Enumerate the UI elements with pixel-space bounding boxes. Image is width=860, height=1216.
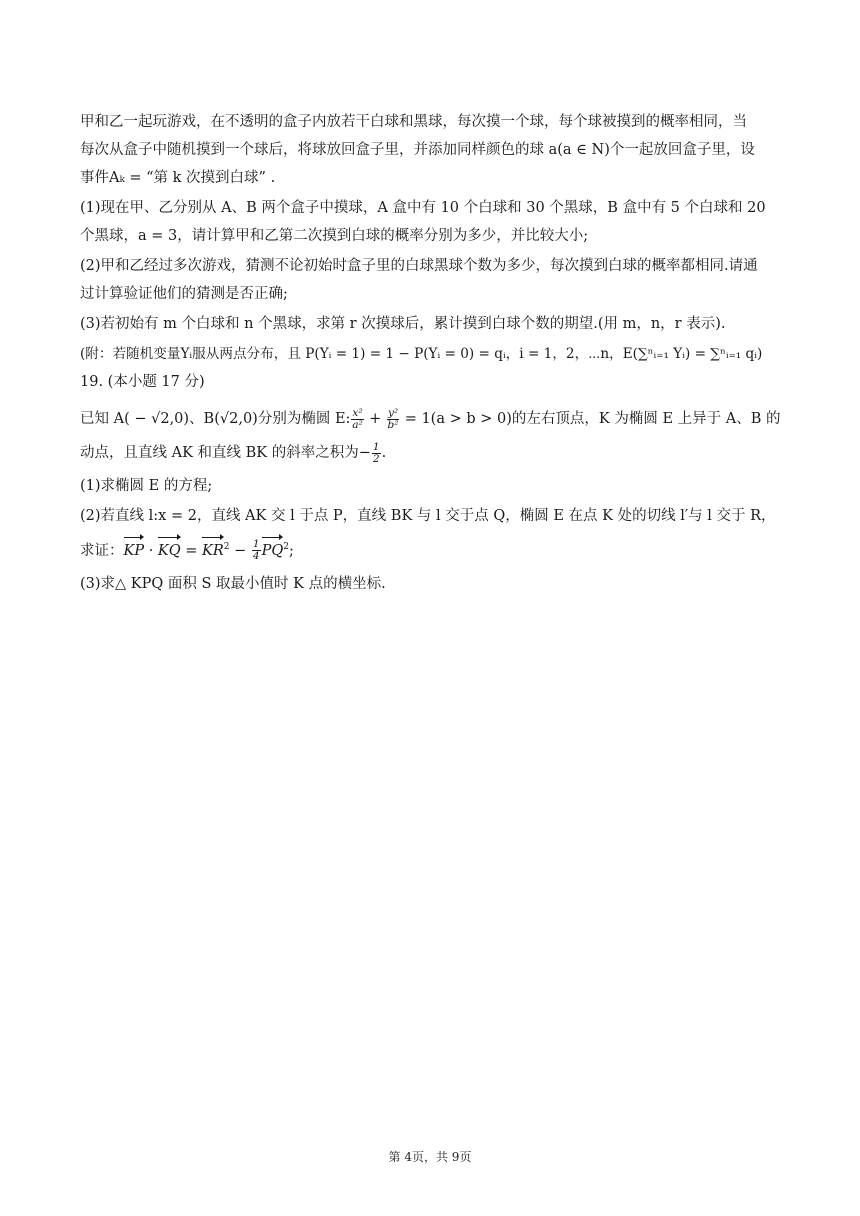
p19-intro-line2 <box>80 436 782 470</box>
p18-part3-line1: (3)若初始有 m 个白球和 n 个黑球，求第 r 次摸球后，累计摸到白球个数的期望.(用 m，n，r 表示). <box>80 316 726 332</box>
frac-one-quarter <box>252 539 261 562</box>
p18-part1-line1: (1)现在甲、乙分别从 A、B 两个盒子中摸球，A 盒中有 10 个白球和 30 个黑球，B 盒中有 5 个白球和 20 <box>80 200 766 216</box>
p19-line2-b: . <box>381 445 387 461</box>
frac-den: a² <box>352 418 363 431</box>
square-exponent: 2 <box>223 542 230 552</box>
minus-sign: − <box>229 542 251 559</box>
dot-operator: · <box>144 542 158 559</box>
vector-KR: KR <box>202 534 224 568</box>
p19-line2-a: 动点，且直线 AK 和直线 BK 的斜率之积为− <box>80 445 371 461</box>
semicolon: ; <box>288 542 294 559</box>
p19-part1: (1)求椭圆 E 的方程; <box>80 478 213 494</box>
frac-y2-b2 <box>387 408 399 431</box>
frac-num: x² <box>352 406 363 419</box>
equals-sign: = <box>180 542 203 559</box>
p18-intro-line3: 事件Aₖ = “第 k 次摸到白球” . <box>80 170 276 186</box>
p18-part2-line1: (2)甲和乙经过多次游戏，猜测不论初始时盒子里的白球黑球个数为多少，每次摸到白球的概率都相同.请通 <box>80 258 758 274</box>
p18-intro-line1: 甲和乙一起玩游戏，在不透明的盒子内放若干白球和黑球，每次摸一个球，每个球被摸到的概率相同，当 <box>80 114 747 130</box>
frac-one-half <box>372 442 381 465</box>
page-content <box>80 108 782 598</box>
p18-note-line: (附：若随机变量Yᵢ服从两点分布，且 P(Yᵢ = 1) = 1 − P(Yᵢ = 0) = qᵢ，i = 1，2，⋯n，E(∑ⁿᵢ₌₁ Yᵢ) = ∑ⁿᵢ₌₁ qᵢ) <box>80 346 763 362</box>
p19-intro-b: = 1(a > b > 0)的左右顶点，K 为椭圆 E 上异于 A、B 的 <box>400 411 781 427</box>
part2-prefix: 求证： <box>80 542 124 559</box>
p19-part3: (3)求△ KPQ 面积 S 取最小值时 K 点的横坐标. <box>80 575 386 592</box>
frac-num: 1 <box>252 538 260 551</box>
frac-den: 4 <box>252 550 260 563</box>
plus-sign: + <box>364 411 386 427</box>
vector-KQ: KQ <box>158 534 181 568</box>
vector-KP: KP <box>124 534 145 568</box>
p19-intro-a: 已知 A( − √2,0)、B(√2,0)分别为椭圆 E: <box>80 411 351 427</box>
p19-part2-line1: (2)若直线 l:x = 2，直线 AK 交 l 于点 P，直线 BK 与 l 交于点 Q，椭圆 E 在点 K 处的切线 l′与 l 交于 R， <box>80 508 776 524</box>
p19-intro-line1 <box>80 402 782 436</box>
vector-PQ: PQ <box>262 534 284 568</box>
frac-num: y² <box>387 406 399 419</box>
p18-part2-line2: 过计算验证他们的猜测是否正确; <box>80 286 288 302</box>
p19-header: 19. (本小题 17 分) <box>80 374 205 390</box>
p18-intro-line2: 每次从盒子中随机摸到一个球后，将球放回盒子里，并添加同样颜色的球 a(a ∈ N)个一起放回盒子里，设 <box>80 142 755 158</box>
p18-part1-line2: 个黑球，a = 3，请计算甲和乙第二次摸到白球的概率分别为多少，并比较大小; <box>80 228 589 244</box>
frac-den: 2 <box>372 452 380 465</box>
page-footer: 第 4页，共 9页 <box>388 1150 472 1164</box>
frac-num: 1 <box>372 440 380 453</box>
square-exponent: 2 <box>283 542 289 552</box>
p19-part2-line2 <box>80 530 782 568</box>
frac-x2-a2 <box>351 408 363 431</box>
frac-den: b² <box>387 418 399 431</box>
